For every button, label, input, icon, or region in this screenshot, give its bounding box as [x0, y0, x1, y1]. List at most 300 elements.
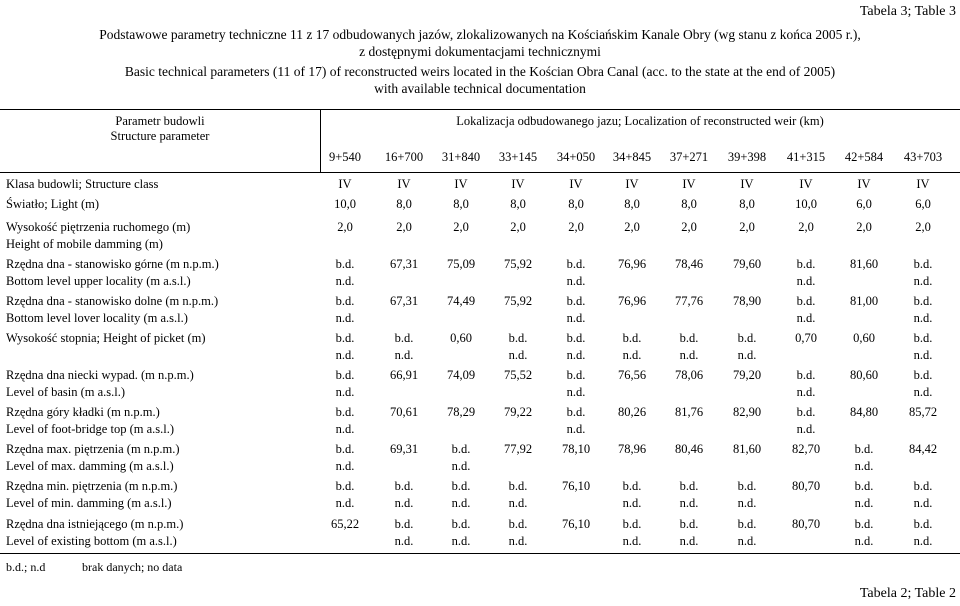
cell-value: b.d.: [508, 517, 528, 531]
cell-value: 65,22: [330, 517, 360, 531]
cell-value: 84,42: [908, 442, 938, 456]
table-cell: [432, 219, 490, 236]
table-cell: [375, 176, 433, 193]
row-label: [6, 196, 99, 213]
cell-value: IV: [625, 177, 639, 191]
table-cell: [547, 404, 605, 438]
table-cell: [547, 256, 605, 290]
table-cell: [835, 293, 893, 310]
location-header: Lokalizacja odbudowanego jazu; Localization of reconstructed weir (km): [456, 114, 824, 128]
table-cell: [835, 367, 893, 384]
cell-value: 8,0: [396, 197, 412, 211]
row-label-line: Wysokość stopnia; Height of picket (m): [6, 331, 206, 345]
cell-value: n.d.: [335, 459, 355, 473]
cell-value: b.d.: [913, 257, 933, 271]
table-cell: [835, 516, 893, 550]
cell-value: b.d.: [913, 368, 933, 382]
cell-value: 75,92: [503, 294, 533, 308]
table-cell: [375, 256, 433, 273]
cell-value: 8,0: [739, 197, 755, 211]
cell-value: n.d.: [335, 311, 355, 325]
cell-value: b.d.: [566, 331, 586, 345]
table-cell: [835, 256, 893, 273]
table-cell: [660, 404, 718, 421]
table-cell: [660, 196, 718, 213]
cell-value: 82,90: [732, 405, 762, 419]
table-cell: [316, 196, 374, 213]
cell-value: n.d.: [679, 496, 699, 510]
table-cell: [603, 256, 661, 273]
cell-value: 75,92: [503, 257, 533, 271]
table-cell: [894, 219, 952, 236]
cell-value: b.d.: [451, 442, 471, 456]
row-label-line: Rzędna min. piętrzenia (m n.p.m.): [6, 479, 178, 493]
cell-value: 0,60: [450, 331, 472, 345]
cell-value: n.d.: [394, 348, 414, 362]
cell-value: b.d.: [854, 442, 874, 456]
cell-value: n.d.: [679, 534, 699, 548]
cell-value: n.d.: [913, 496, 933, 510]
cell-value: n.d.: [913, 311, 933, 325]
cell-value: n.d.: [854, 496, 874, 510]
table-cell: [894, 404, 952, 421]
table-cell: [316, 219, 374, 236]
cell-value: b.d.: [394, 479, 414, 493]
cell-value: b.d.: [737, 479, 757, 493]
cell-value: 79,60: [732, 257, 762, 271]
cell-value: IV: [338, 177, 352, 191]
column-header: 37+271: [669, 150, 709, 164]
column-header: 34+845: [612, 150, 652, 164]
cell-value: b.d.: [335, 257, 355, 271]
cell-value: b.d.: [796, 294, 816, 308]
cell-value: 78,29: [446, 405, 476, 419]
cell-value: 80,60: [849, 368, 879, 382]
cell-value: b.d.: [622, 479, 642, 493]
column-header: 41+315: [786, 150, 826, 164]
cell-value: IV: [511, 177, 525, 191]
cell-value: IV: [397, 177, 411, 191]
legend-meaning: brak danych; no data: [82, 560, 183, 574]
cell-value: 75,09: [446, 257, 476, 271]
table-cell: [660, 256, 718, 273]
row-label: [6, 367, 194, 401]
table-cell: [489, 441, 547, 458]
table-cell: [489, 256, 547, 273]
cell-value: b.d.: [335, 405, 355, 419]
cell-value: 77,92: [503, 442, 533, 456]
row-label: [6, 176, 158, 193]
cell-value: 76,10: [561, 517, 591, 531]
table-cell: [718, 176, 776, 193]
caption-polish-line-2: z dostępnymi dokumentacjami technicznymi: [359, 44, 601, 59]
cell-value: 78,90: [732, 294, 762, 308]
cell-value: 75,52: [503, 368, 533, 382]
table-cell: [489, 196, 547, 213]
table-cell: [718, 404, 776, 421]
table-label-top: Tabela 3; Table 3: [859, 4, 956, 19]
table-cell: [894, 196, 952, 213]
cell-value: 8,0: [568, 197, 584, 211]
table-cell: [489, 516, 547, 550]
table-bottom-rule: [0, 553, 960, 554]
table-cell: [432, 330, 490, 347]
table-cell: [894, 256, 952, 290]
table-cell: [777, 293, 835, 327]
table-cell: [316, 441, 374, 475]
cell-value: 69,31: [389, 442, 419, 456]
cell-value: n.d.: [335, 496, 355, 510]
table-cell: [718, 293, 776, 310]
cell-value: b.d.: [508, 331, 528, 345]
table-cell: [777, 196, 835, 213]
cell-value: 76,96: [617, 257, 647, 271]
cell-value: 81,60: [849, 257, 879, 271]
legend-abbreviation: b.d.; n.d: [6, 560, 46, 574]
table-cell: [660, 441, 718, 458]
cell-value: 74,49: [446, 294, 476, 308]
cell-value: 84,80: [849, 405, 879, 419]
table-cell: [835, 196, 893, 213]
table-cell: [432, 478, 490, 512]
cell-value: 76,96: [617, 294, 647, 308]
cell-value: 10,0: [795, 197, 817, 211]
row-label: [6, 330, 206, 347]
column-header: 16+700: [384, 150, 424, 164]
cell-value: IV: [569, 177, 583, 191]
table-cell: [603, 293, 661, 310]
caption-english-line-1: Basic technical parameters (11 of 17) of reconstructed weirs located in the Kościan Obra Canal (acc. to the state at the end of 2005): [124, 64, 836, 79]
table-cell: [547, 196, 605, 213]
table-cell: [660, 330, 718, 364]
table-cell: [547, 441, 605, 458]
row-label-line: Światło; Light (m): [6, 197, 100, 211]
cell-value: IV: [916, 177, 930, 191]
table-cell: [660, 516, 718, 550]
table-cell: [547, 219, 605, 236]
cell-value: 0,60: [853, 331, 875, 345]
cell-value: 78,46: [674, 257, 704, 271]
cell-value: b.d.: [622, 517, 642, 531]
cell-value: 67,31: [389, 294, 419, 308]
cell-value: 81,00: [849, 294, 879, 308]
row-label-line: Bottom level lover locality (m a.s.l.): [6, 311, 188, 325]
table-cell: [489, 176, 547, 193]
table-cell: [432, 367, 490, 384]
cell-value: n.d.: [679, 348, 699, 362]
table-cell: [894, 516, 952, 550]
table-cell: [547, 176, 605, 193]
table-cell: [375, 516, 433, 550]
cell-value: b.d.: [335, 479, 355, 493]
column-header: 39+398: [727, 150, 767, 164]
row-label-line: Wysokość piętrzenia ruchomego (m): [6, 220, 191, 234]
row-label: [6, 516, 183, 550]
cell-value: n.d.: [335, 422, 355, 436]
row-label-line: Level of basin (m a.s.l.): [6, 385, 126, 399]
cell-value: 80,70: [791, 479, 821, 493]
table-cell: [718, 367, 776, 384]
column-header: 9+540: [328, 150, 362, 164]
cell-value: b.d.: [913, 294, 933, 308]
cell-value: n.d.: [451, 459, 471, 473]
cell-value: n.d.: [394, 534, 414, 548]
cell-value: b.d.: [566, 368, 586, 382]
cell-value: 80,26: [617, 405, 647, 419]
table-cell: [432, 256, 490, 273]
cell-value: b.d.: [394, 331, 414, 345]
parameter-header-en: Structure parameter: [110, 129, 210, 143]
cell-value: b.d.: [796, 368, 816, 382]
table-cell: [603, 367, 661, 384]
cell-value: n.d.: [796, 311, 816, 325]
table-cell: [660, 293, 718, 310]
row-label: [6, 478, 177, 512]
row-label-line: Klasa budowli; Structure class: [6, 177, 159, 191]
row-label: [6, 256, 219, 290]
cell-value: 2,0: [510, 220, 526, 234]
cell-value: n.d.: [737, 348, 757, 362]
cell-value: n.d.: [566, 274, 586, 288]
cell-value: 78,96: [617, 442, 647, 456]
caption-english: [0, 63, 960, 97]
table-cell: [489, 219, 547, 236]
cell-value: n.d.: [913, 385, 933, 399]
cell-value: 81,76: [674, 405, 704, 419]
table-cell: [777, 516, 835, 533]
cell-value: n.d.: [566, 348, 586, 362]
table-cell: [835, 441, 893, 475]
cell-value: 8,0: [510, 197, 526, 211]
table-cell: [489, 478, 547, 512]
table-cell: [432, 516, 490, 550]
table-cell: [432, 293, 490, 310]
cell-value: 85,72: [908, 405, 938, 419]
table-cell: [777, 256, 835, 290]
table-cell: [547, 516, 605, 533]
cell-value: n.d.: [622, 496, 642, 510]
cell-value: 67,31: [389, 257, 419, 271]
column-header: 34+050: [556, 150, 596, 164]
parameter-header-pl: Parametr budowli: [115, 114, 205, 128]
table-cell: [489, 330, 547, 364]
cell-value: IV: [799, 177, 813, 191]
cell-value: n.d.: [394, 496, 414, 510]
cell-value: n.d.: [335, 385, 355, 399]
table-cell: [375, 404, 433, 421]
table-cell: [375, 478, 433, 512]
table-cell: [777, 330, 835, 347]
row-label-line: Rzędna dna - stanowisko górne (m n.p.m.): [6, 257, 219, 271]
cell-value: b.d.: [335, 442, 355, 456]
row-label-line: Rzędna dna - stanowisko dolne (m n.p.m.): [6, 294, 219, 308]
table-cell: [603, 196, 661, 213]
table-cell: [718, 219, 776, 236]
table-cell: [718, 330, 776, 364]
table-cell: [835, 330, 893, 347]
cell-value: n.d.: [451, 534, 471, 548]
row-label-line: Height of mobile damming (m): [6, 237, 163, 251]
cell-value: n.d.: [854, 534, 874, 548]
table-cell: [316, 293, 374, 327]
cell-value: b.d.: [566, 405, 586, 419]
table-cell: [316, 478, 374, 512]
cell-value: n.d.: [335, 348, 355, 362]
table-cell: [316, 256, 374, 290]
cell-value: n.d.: [796, 385, 816, 399]
table-cell: [718, 256, 776, 273]
table-cell: [777, 219, 835, 236]
cell-value: 81,60: [732, 442, 762, 456]
table-cell: [547, 367, 605, 401]
column-header: 42+584: [844, 150, 884, 164]
table-cell: [375, 330, 433, 364]
table-cell: [432, 176, 490, 193]
table-cell: [316, 330, 374, 364]
cell-value: b.d.: [679, 331, 699, 345]
cell-value: 77,76: [674, 294, 704, 308]
table-cell: [316, 404, 374, 438]
caption-polish-line-1: Podstawowe parametry techniczne 11 z 17 odbudowanych jazów, zlokalizowanych na Kościańskim Kanale Obry (wg stanu z końca 2005 r.),: [99, 27, 861, 42]
table-cell: [835, 176, 893, 193]
cell-value: n.d.: [737, 534, 757, 548]
cell-value: n.d.: [854, 459, 874, 473]
cell-value: 2,0: [624, 220, 640, 234]
table-cell: [660, 478, 718, 512]
cell-value: 80,46: [674, 442, 704, 456]
table-cell: [547, 478, 605, 495]
table-cell: [432, 196, 490, 213]
cell-value: 2,0: [396, 220, 412, 234]
table-cell: [660, 367, 718, 384]
table-cell: [835, 219, 893, 236]
table-cell: [835, 478, 893, 512]
table-cell: [603, 330, 661, 364]
row-label: [6, 219, 190, 253]
column-header: 43+703: [903, 150, 943, 164]
cell-value: 66,91: [389, 368, 419, 382]
cell-value: b.d.: [566, 294, 586, 308]
cell-value: 10,0: [334, 197, 356, 211]
cell-value: 2,0: [856, 220, 872, 234]
table-cell: [547, 293, 605, 327]
row-label-line: Rzędna dna istniejącego (m n.p.m.): [6, 517, 184, 531]
table-cell: [777, 404, 835, 438]
cell-value: IV: [857, 177, 871, 191]
cell-value: b.d.: [679, 517, 699, 531]
cell-value: n.d.: [508, 496, 528, 510]
table-cell: [718, 196, 776, 213]
cell-value: b.d.: [335, 368, 355, 382]
cell-value: n.d.: [566, 422, 586, 436]
row-label-line: Rzędna max. piętrzenia (m n.p.m.): [6, 442, 180, 456]
cell-value: b.d.: [566, 257, 586, 271]
row-label-line: Level of max. damming (m a.s.l.): [6, 459, 174, 473]
cell-value: b.d.: [335, 331, 355, 345]
cell-value: b.d.: [737, 331, 757, 345]
cell-value: b.d.: [854, 479, 874, 493]
cell-value: 79,22: [503, 405, 533, 419]
row-label-line: Level of existing bottom (m a.s.l.): [6, 534, 177, 548]
table-cell: [547, 330, 605, 364]
cell-value: 2,0: [798, 220, 814, 234]
cell-value: n.d.: [508, 534, 528, 548]
table-cell: [894, 293, 952, 327]
cell-value: b.d.: [913, 331, 933, 345]
cell-value: 2,0: [681, 220, 697, 234]
table-cell: [603, 516, 661, 550]
cell-value: 78,10: [561, 442, 591, 456]
cell-value: n.d.: [335, 274, 355, 288]
table-cell: [718, 478, 776, 512]
row-label-line: Rzędna góry kładki (m n.p.m.): [6, 405, 160, 419]
table-cell: [777, 176, 835, 193]
table-cell: [375, 441, 433, 458]
cell-value: IV: [740, 177, 754, 191]
table-cell: [777, 441, 835, 458]
cell-value: 8,0: [453, 197, 469, 211]
table-cell: [660, 219, 718, 236]
table-cell: [894, 478, 952, 512]
table-cell: [603, 478, 661, 512]
cell-value: b.d.: [679, 479, 699, 493]
cell-value: n.d.: [913, 534, 933, 548]
row-label-line: Rzędna dna niecki wypad. (m n.p.m.): [6, 368, 194, 382]
cell-value: 82,70: [791, 442, 821, 456]
cell-value: n.d.: [737, 496, 757, 510]
row-label-line: Level of min. damming (m a.s.l.): [6, 496, 172, 510]
table-cell: [603, 176, 661, 193]
table-cell: [894, 441, 952, 458]
table-cell: [375, 219, 433, 236]
cell-value: 74,09: [446, 368, 476, 382]
table-cell: [894, 176, 952, 193]
table-cell: [603, 404, 661, 421]
cell-value: b.d.: [622, 331, 642, 345]
cell-value: 76,56: [617, 368, 647, 382]
cell-value: 6,0: [915, 197, 931, 211]
table-cell: [316, 176, 374, 193]
column-header: 33+145: [498, 150, 538, 164]
table-cell: [894, 330, 952, 364]
cell-value: b.d.: [854, 517, 874, 531]
table-cell: [777, 478, 835, 495]
table-cell: [489, 293, 547, 310]
cell-value: b.d.: [913, 517, 933, 531]
cell-value: 6,0: [856, 197, 872, 211]
parameter-header: [0, 114, 320, 144]
cell-value: n.d.: [451, 496, 471, 510]
row-label-line: Level of foot-bridge top (m a.s.l.): [6, 422, 175, 436]
table-cell: [603, 441, 661, 458]
cell-value: b.d.: [451, 479, 471, 493]
cell-value: n.d.: [566, 385, 586, 399]
cell-value: 8,0: [681, 197, 697, 211]
table-cell: [777, 367, 835, 401]
cell-value: IV: [454, 177, 468, 191]
cell-value: b.d.: [394, 517, 414, 531]
cell-value: 2,0: [739, 220, 755, 234]
table-cell: [375, 196, 433, 213]
cell-value: 2,0: [915, 220, 931, 234]
cell-value: 2,0: [337, 220, 353, 234]
column-header: 31+840: [441, 150, 481, 164]
cell-value: n.d.: [508, 348, 528, 362]
table-cell: [835, 404, 893, 421]
cell-value: 2,0: [568, 220, 584, 234]
table-cell: [375, 293, 433, 310]
table-cell: [432, 404, 490, 421]
